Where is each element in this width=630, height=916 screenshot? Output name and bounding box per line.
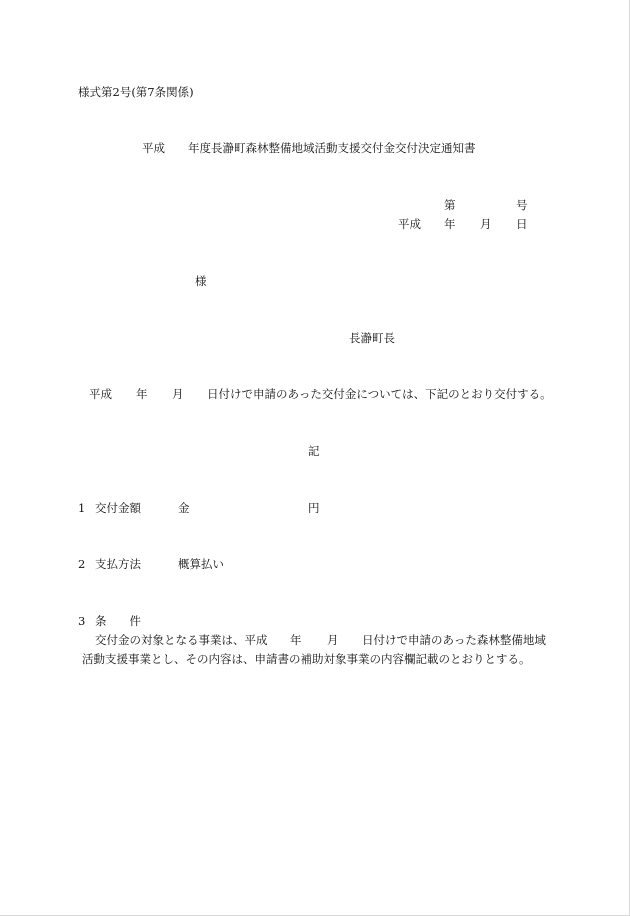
item2-number: 2	[78, 557, 86, 571]
conditions-line2: 活動支援事業とし、その内容は、申請書の補助対象事業の内容欄記載のとおりとする。	[82, 652, 531, 666]
date-day: 日	[516, 217, 528, 231]
doc-number-prefix: 第	[444, 198, 456, 212]
item1-en: 円	[308, 501, 320, 515]
item2-value: 概算払い	[178, 557, 224, 571]
item1-number: 1	[78, 501, 86, 515]
conditions-line1-year: 年	[290, 633, 302, 647]
conditions-line1-a: 交付金の対象となる事業は、平成	[95, 633, 268, 647]
conditions-line1-month: 月	[327, 633, 339, 647]
doc-number-suffix: 号	[516, 198, 528, 212]
item1-label: 交付金額	[95, 501, 141, 515]
issuer: 長瀞町長	[349, 331, 395, 345]
recipient-suffix: 様	[195, 274, 207, 288]
form-label: 様式第2号(第7条関係)	[78, 85, 194, 99]
item1-kin: 金	[178, 501, 190, 515]
body-month: 月	[172, 387, 184, 401]
item3-number: 3	[78, 614, 86, 628]
item3-label: 条 件	[95, 614, 141, 628]
body-year: 年	[136, 387, 148, 401]
date-month: 月	[480, 217, 492, 231]
title-era: 平成	[142, 141, 165, 155]
document-title: 年度長瀞町森林整備地域活動支援交付金交付決定通知書	[188, 141, 476, 155]
item2-label: 支払方法	[95, 557, 141, 571]
conditions-line1-b: 日付けで申請のあった森林整備地域	[362, 633, 546, 647]
ki-heading: 記	[308, 444, 320, 458]
date-era: 平成	[398, 217, 421, 231]
body-text: 日付けで申請のあった交付金については、下記のとおり交付する。	[207, 387, 552, 401]
date-year: 年	[444, 217, 456, 231]
body-era: 平成	[89, 387, 112, 401]
